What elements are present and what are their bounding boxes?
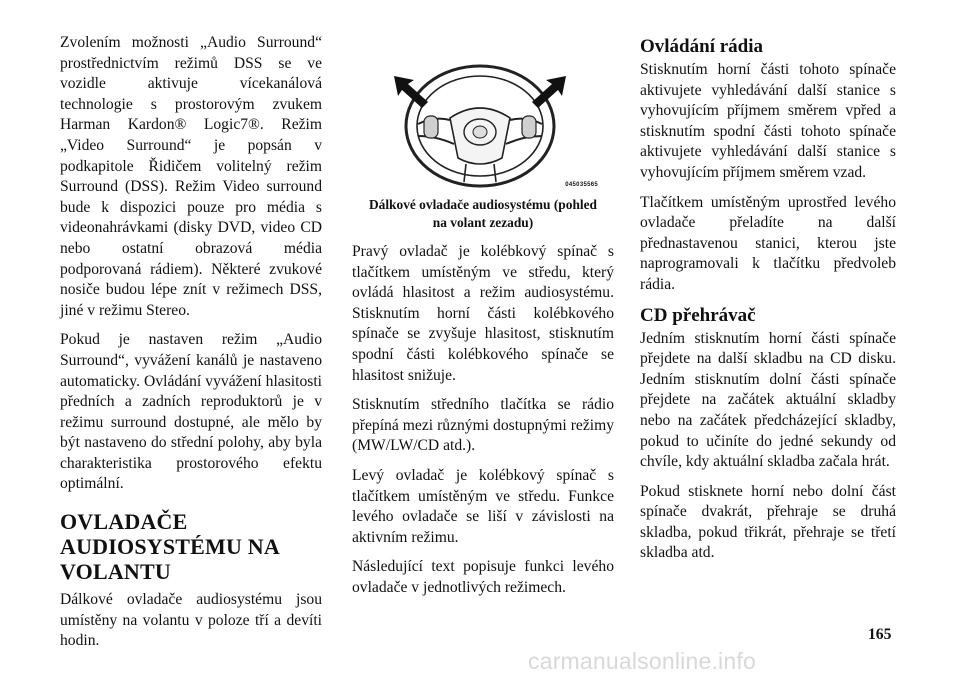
paragraph-cd-multi: Pokud stisknete horní nebo dolní část spínače dvakrát, přehraje se druhá skladba, pokud třikrát, přehraje se třetí skladba atd. <box>640 482 896 562</box>
steering-wheel-figure <box>352 40 614 190</box>
watermark: carmanualsonline.info <box>528 648 756 674</box>
paragraph-balance: Pokud je nastaven režim „Audio Surround“, vyvážení kanálů je nastaveno automaticky. Ovládání vyvážení hlasitosti předních a zadních reproduktorů je v režimu surround dostupné, ale mělo by být nastaveno do střední polohy, aby byla charakteristika prostorového efektu optimální. <box>60 331 322 493</box>
column-right <box>640 36 896 573</box>
heading-cd-player: CD přehrávač <box>640 304 756 326</box>
heading-radio-control: Ovládání rádia <box>640 36 763 57</box>
paragraph-center-button: Stisknutím středního tlačítka se rádio přepíná mezi různými dostupnými režimy (MW/LW/CD atd.). <box>352 396 614 455</box>
section-heading-steering-controls <box>60 509 322 584</box>
caption-line: na volant zezadu) <box>432 215 534 230</box>
paragraph-left-control: Levý ovladač je kolébkový spínač s tlačítkem umístěným ve středu. Funkce levého ovladače se liší v závislosti na aktivním režimu. <box>352 466 614 546</box>
paragraph-right-control: Pravý ovladač je kolébkový spínač s tlačítkem umístěným ve středu, který ovládá hlasitost a režim audiosystému. Stisknutím horní části kolébkového spínače se zvyšuje hlasitost, stisknutím spodní části kolébkového spínače se hlasitost snižuje. <box>352 243 614 384</box>
paragraph-audio-surround: Zvolením možnosti „Audio Surround“ prostřednictvím režimů DSS se ve vozidle aktivuje vícekanálová technologie s prostorovým zvukem Harman Kardon® Logic7®. Režim „Video Surround“ je popsán v podkapitole Řidičem volitelný režim Surround (DSS). Režim Video surround bude k dispozici pouze pro média s videonahrávkami (disky DVD, video CD nebo ostatní obrazová média podporovaná rádiem). Některé zvukové nosiče budou lépe znít v režimech DSS, jiné v režimu Stereo. <box>60 34 322 319</box>
paragraph-cd-track: Jedním stisknutím horní části spínače přejdete na další skladbu na CD disku. Jedním stisknutím dolní části spínače přejdete na začátek aktuální skladby nebo na začátek předcházející skladby, pokud to učiníte do jedné sekundy od chvíle, kdy aktuální skladba začala hrát. <box>640 329 896 471</box>
steering-wheel-illustration <box>352 40 614 190</box>
figure-code: 045035565 <box>565 182 598 188</box>
page-number: 165 <box>868 626 892 643</box>
heading-line: AUDIOSYSTÉMU NA <box>60 534 280 560</box>
column-middle <box>352 40 614 608</box>
figure-caption <box>352 196 614 232</box>
heading-line: OVLADAČE <box>60 509 188 535</box>
caption-line: Dálkové ovladače audiosystému (pohled <box>368 197 598 212</box>
heading-line: VOLANTU <box>60 559 171 585</box>
paragraph-radio-preset: Tlačítkem umístěným uprostřed levého ovladače přeladíte na další přednastavenou stanici, kterou jste naprogramovali k tlačítku předvoleb rádia. <box>640 193 896 293</box>
column-left <box>60 33 322 661</box>
paragraph-radio-seek: Stisknutím horní části tohoto spínače aktivujete vyhledávání další stanice s vyhovujícím příjmem směrem vpřed a stisknutím spodní části tohoto spínače aktivujete vyhledávání další stanice s vyhovujícím příjmem směrem vzad. <box>640 61 896 181</box>
paragraph-controls-location: Dálkové ovladače audiosystému jsou umístěny na volantu v poloze tří a devíti hodin. <box>60 591 322 650</box>
paragraph-modes-intro: Následující text popisuje funkci levého ovladače v jednotlivých režimech. <box>352 558 614 596</box>
